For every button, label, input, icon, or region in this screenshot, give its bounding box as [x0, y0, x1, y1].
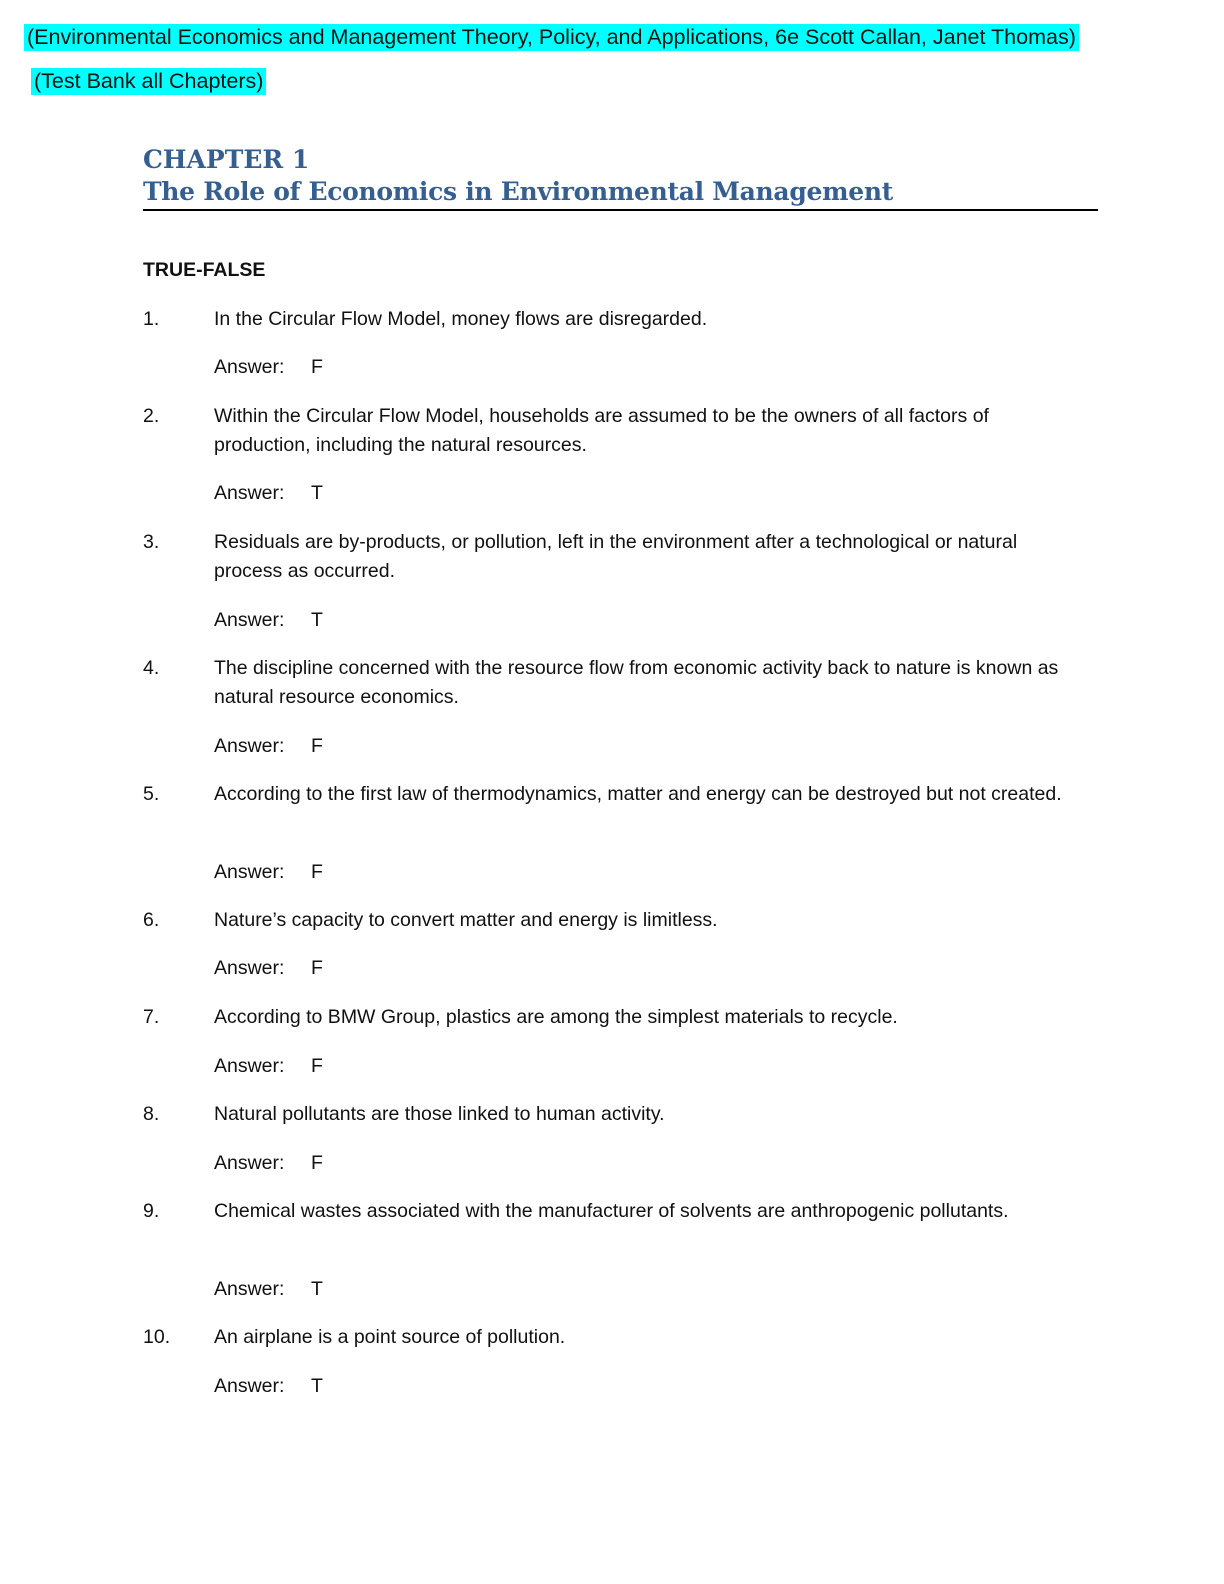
answer-label: Answer: — [214, 1152, 285, 1174]
answer-line — [214, 732, 323, 761]
answer-value: T — [311, 1375, 323, 1397]
answer-value: F — [311, 356, 323, 378]
header-line-1 — [24, 24, 1079, 50]
answer-line — [214, 606, 323, 635]
answer-value: F — [311, 957, 323, 979]
section-heading: TRUE-FALSE — [143, 259, 266, 281]
answer-label: Answer: — [214, 735, 285, 757]
answer-value: F — [311, 861, 323, 883]
question-text: Natural pollutants are those linked to human activity. — [214, 1103, 665, 1125]
answer-label: Answer: — [214, 861, 285, 883]
question-text: The discipline concerned with the resource flow from economic activity back to nature is known as natural resource economics. — [214, 657, 1059, 708]
answer-line — [214, 954, 323, 983]
question-number: 3. — [143, 531, 160, 553]
answer-value: F — [311, 1152, 323, 1174]
question-number: 2. — [143, 405, 160, 427]
answer-line — [214, 1275, 323, 1304]
question-number: 9. — [143, 1200, 160, 1222]
answer-line — [214, 479, 323, 508]
highlighted-book-title: (Environmental Economics and Management Theory, Policy, and Applications, 6e Scott Callan, Janet Thomas) — [24, 24, 1079, 51]
answer-value: F — [311, 1055, 323, 1077]
answer-line — [214, 858, 323, 887]
question-text: According to the first law of thermodynamics, matter and energy can be destroyed but not created. — [214, 783, 1062, 805]
question-text: Residuals are by-products, or pollution, left in the environment after a technological or natural process as occurred. — [214, 531, 1018, 582]
answer-value: T — [311, 1278, 323, 1300]
question-number: 4. — [143, 657, 160, 679]
answer-line — [214, 353, 323, 382]
answer-line — [214, 1052, 323, 1081]
answer-label: Answer: — [214, 356, 285, 378]
answer-label: Answer: — [214, 1375, 285, 1397]
question-number: 1. — [143, 308, 160, 330]
question-text: In the Circular Flow Model, money flows are disregarded. — [214, 308, 708, 330]
chapter-heading — [143, 144, 1098, 211]
question-number: 6. — [143, 909, 160, 931]
question-number: 8. — [143, 1103, 160, 1125]
highlighted-test-bank-note: (Test Bank all Chapters) — [31, 68, 266, 95]
question-text: Nature’s capacity to convert matter and energy is limitless. — [214, 909, 718, 931]
answer-line — [214, 1372, 323, 1401]
answer-value: F — [311, 735, 323, 757]
question-text: Chemical wastes associated with the manufacturer of solvents are anthropogenic pollutants. — [214, 1200, 1009, 1222]
answer-label: Answer: — [214, 1055, 285, 1077]
header-line-2 — [31, 68, 266, 94]
question-number: 10. — [143, 1326, 171, 1348]
answer-value: T — [311, 482, 323, 504]
answer-label: Answer: — [214, 609, 285, 631]
chapter-number: CHAPTER 1 — [143, 145, 310, 174]
question-text: An airplane is a point source of pollution. — [214, 1326, 566, 1348]
question-text: According to BMW Group, plastics are among the simplest materials to recycle. — [214, 1006, 898, 1028]
answer-label: Answer: — [214, 482, 285, 504]
chapter-title: The Role of Economics in Environmental Management — [143, 177, 893, 206]
answer-line — [214, 1149, 323, 1178]
question-text: Within the Circular Flow Model, households are assumed to be the owners of all factors of production, including the natural resources. — [214, 405, 989, 456]
answer-value: T — [311, 609, 323, 631]
answer-label: Answer: — [214, 957, 285, 979]
question-number: 5. — [143, 783, 160, 805]
question-number: 7. — [143, 1006, 160, 1028]
chapter-title-row — [143, 176, 1098, 211]
answer-label: Answer: — [214, 1278, 285, 1300]
